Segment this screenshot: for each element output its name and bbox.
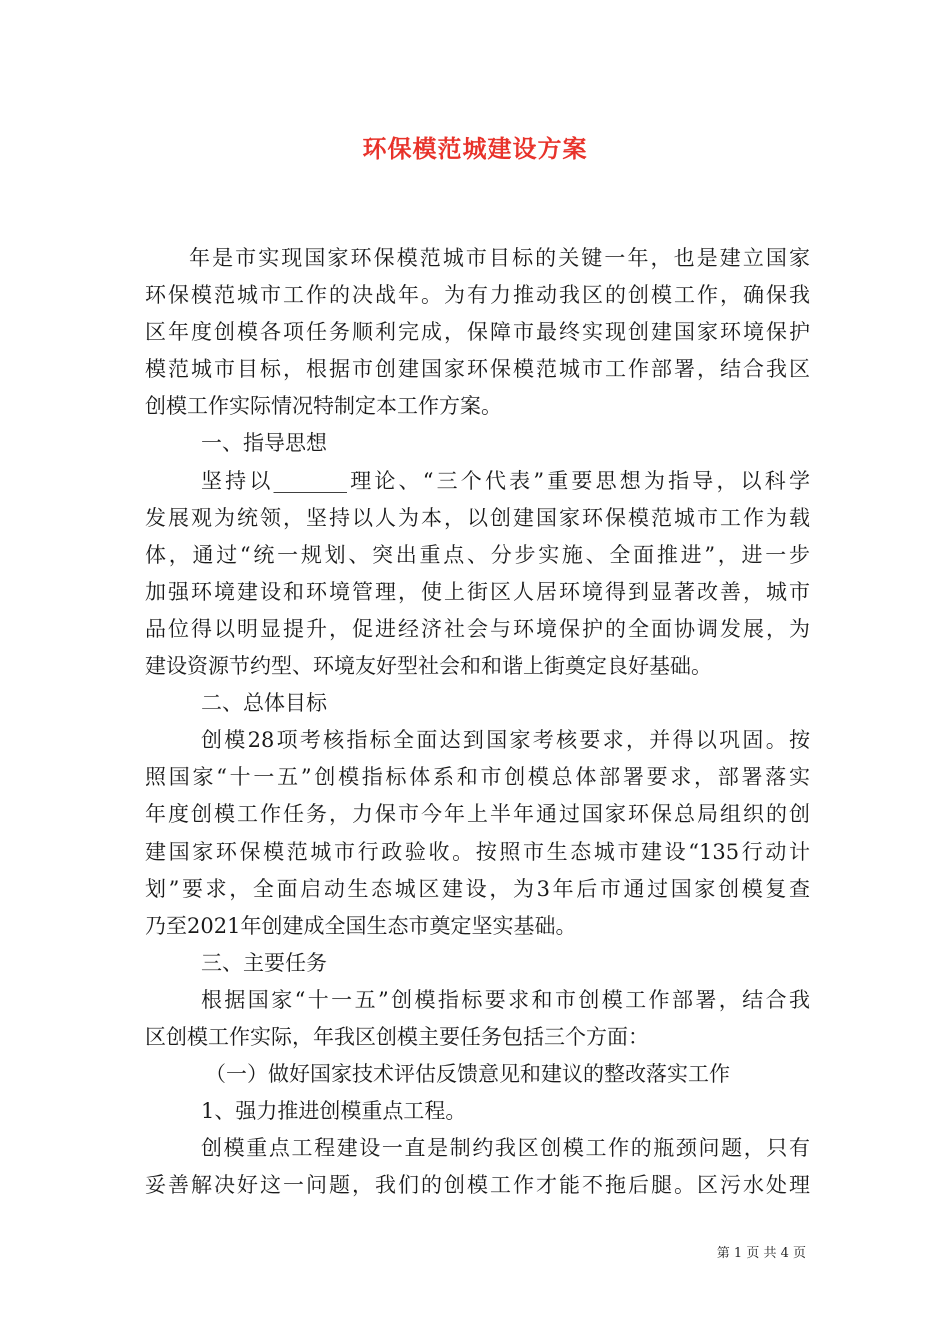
item-heading: 1、强力推进创模重点工程。 (201, 1099, 467, 1124)
subsection-heading: （一）做好国家技术评估反馈意见和建议的整改落实工作 (205, 1062, 730, 1087)
paragraph-line: 妥善解决好这一问题，我们的创模工作才能不拖后腿。区污水处理 (145, 1173, 810, 1198)
paragraph-line: 区创模工作实际，年我区创模主要任务包括三个方面： (145, 1024, 649, 1049)
paragraph-line: 创模28项考核指标全面达到国家考核要求，并得以巩固。按 (201, 728, 810, 753)
paragraph-line: 根据国家“十一五”创模指标要求和市创模工作部署，结合我 (201, 987, 810, 1012)
paragraph-line: 照国家“十一五”创模指标体系和市创模总体部署要求，部署落实 (145, 765, 810, 790)
paragraph-line: 模范城市目标，根据市创建国家环保模范城市工作部署，结合我区 (145, 357, 810, 382)
paragraph-line: 创模重点工程建设一直是制约我区创模工作的瓶颈问题，只有 (201, 1136, 810, 1161)
paragraph-line: 建国家环保模范城市行政验收。按照市生态城市建设“135行动计 (145, 839, 810, 864)
paragraph-line: 加强环境建设和环境管理，使上街区人居环境得到显著改善，城市 (145, 579, 810, 604)
paragraph-line: 环保模范城市工作的决战年。为有力推动我区的创模工作，确保我 (145, 283, 810, 308)
paragraph-line: 品位得以明显提升，促进经济社会与环境保护的全面协调发展，为 (145, 616, 810, 641)
paragraph-line: 坚持以_______理论、“三个代表”重要思想为指导，以科学 (201, 468, 810, 493)
section-heading: 一、指导思想 (201, 431, 327, 456)
paragraph-line: 创模工作实际情况特制定本工作方案。 (145, 394, 502, 419)
paragraph-line: 划”要求，全面启动生态城区建设，为3年后市通过国家创模复查 (145, 876, 810, 901)
paragraph-line: 体，通过“统一规划、突出重点、分步实施、全面推进”，进一步 (145, 542, 810, 567)
paragraph-line: 发展观为统领，坚持以人为本，以创建国家环保模范城市工作为载 (145, 505, 810, 530)
document-body (145, 240, 810, 1204)
paragraph-line: 年是市实现国家环保模范城市目标的关键一年，也是建立国家 (189, 246, 810, 270)
paragraph-line: 区年度创模各项任务顺利完成，保障市最终实现创建国家环境保护 (145, 320, 810, 345)
paragraph-line: 建设资源节约型、环境友好型社会和和谐上街奠定良好基础。 (145, 654, 712, 679)
section-heading: 二、总体目标 (201, 691, 327, 716)
section-heading: 三、主要任务 (201, 950, 327, 975)
paragraph-line: 乃至2021年创建成全国生态市奠定坚实基础。 (145, 913, 577, 938)
page-number: 第 1 页 共 4 页 (716, 1246, 806, 1261)
paragraph-line: 年度创模工作任务，力保市今年上半年通过国家环保总局组织的创 (145, 802, 810, 827)
document-title: 环保模范城建设方案 (362, 134, 588, 163)
